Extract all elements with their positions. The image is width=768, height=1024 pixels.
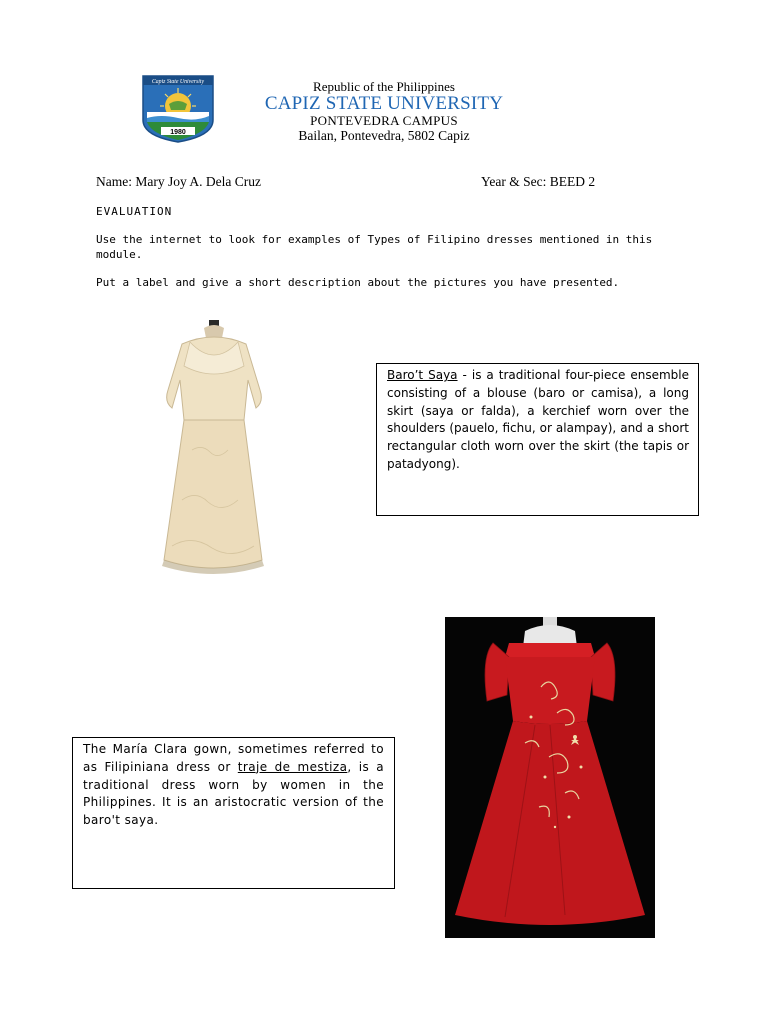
- instruction-2: Put a label and give a short description about the pictures you have presented.: [96, 276, 620, 289]
- barot-saya-text: - is a traditional four-piece ensemble consisting of a blouse (baro or camisa), a long skirt (saya or falda), a kerchief worn over the shoulders (pauelo, fichu, or alampay), and a short rectangular cloth worn over the skirt (the tapis or patadyong).: [387, 368, 690, 471]
- maria-clara-gown-image: [445, 617, 655, 938]
- maria-clara-description: [72, 737, 395, 889]
- barot-saya-label: Baro’t Saya: [387, 368, 458, 382]
- barot-saya-description: [376, 363, 699, 516]
- university-logo: [141, 74, 215, 144]
- maria-clara-term: traje de mestiza: [237, 759, 348, 774]
- university-name: CAPIZ STATE UNIVERSITY: [264, 93, 504, 114]
- logo-top-text: Capiz State University: [151, 79, 205, 85]
- logo-year: 1980: [170, 129, 186, 136]
- student-name: Name: Mary Joy A. Dela Cruz: [96, 174, 261, 189]
- campus-address: Bailan, Pontevedra, 5802 Capiz: [298, 128, 470, 143]
- barot-saya-image: [152, 320, 274, 578]
- instruction-1: Use the internet to look for examples of Types of Filipino dresses mentioned in this module.: [96, 233, 653, 261]
- maria-clara-text: , is a traditional dress worn by women in the Philippines. It is an aristocratic version of the baro't saya.: [83, 759, 384, 828]
- evaluation-heading: EVALUATION: [96, 205, 173, 218]
- campus-name: PONTEVEDRA CAMPUS: [310, 113, 458, 128]
- maria-clara-intro: The María Clara gown, sometimes referred to as Filipiniana dress or: [83, 742, 384, 774]
- republic-line: Republic of the Philippines: [313, 79, 455, 94]
- year-section: Year & Sec: BEED 2: [481, 174, 596, 189]
